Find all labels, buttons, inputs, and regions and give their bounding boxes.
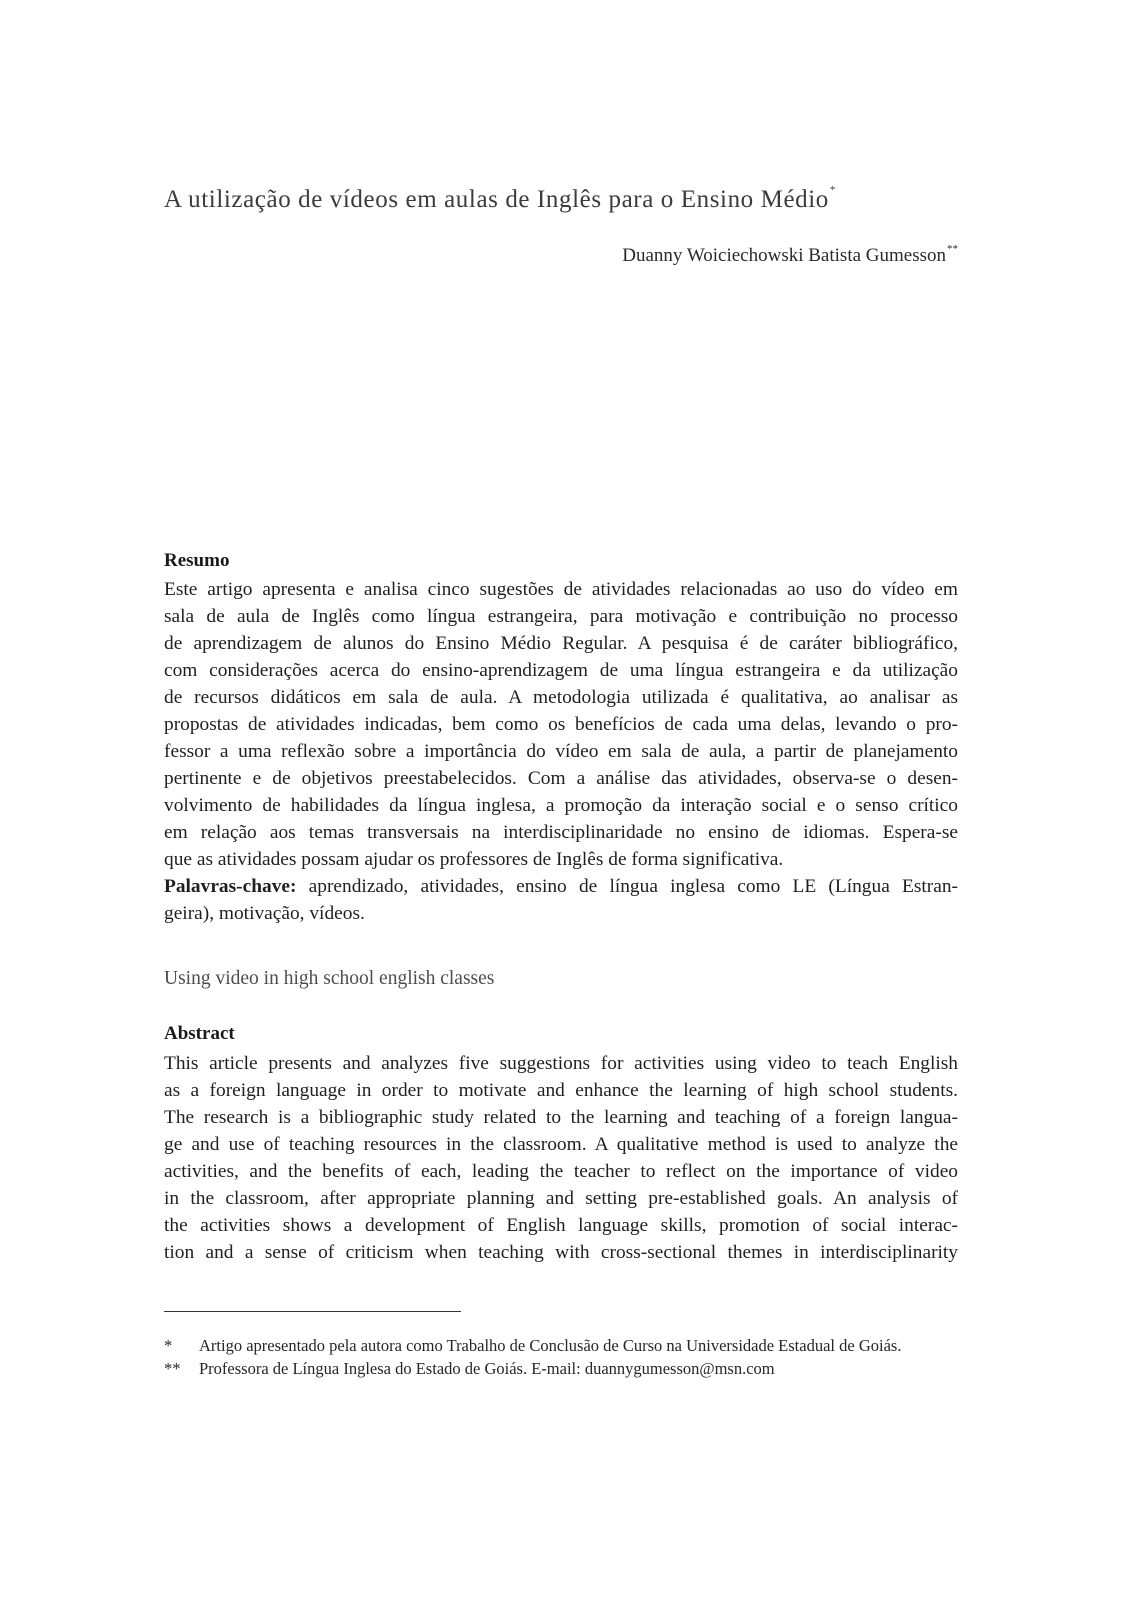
abstract-line: as a foreign language in order to motivate and enhance the learning of high school students. — [164, 1080, 958, 1101]
abstract-heading: Abstract — [164, 1023, 235, 1044]
resumo-line: sala de aula de Inglês como língua estrangeira, para motivação e contribuição no processo — [164, 606, 958, 627]
resumo-line: em relação aos temas transversais na interdisciplinaridade no ensino de idiomas. Espera-se — [164, 822, 958, 843]
resumo-line: fessor a uma reflexão sobre a importância do vídeo em sala de aula, a partir de planejamento — [164, 741, 958, 762]
abstract-line: activities, and the benefits of each, leading the teacher to reflect on the importance of video — [164, 1161, 958, 1182]
footnote-mark: ** — [164, 1359, 181, 1378]
resumo-line: de recursos didáticos em sala de aula. A metodologia utilizada é qualitativa, ao analisar as — [164, 687, 958, 708]
abstract-line: ge and use of teaching resources in the classroom. A qualitative method is used to analyze the — [164, 1134, 958, 1155]
keywords-line-continued: geira), motivação, vídeos. — [164, 903, 365, 924]
resumo-line: com considerações acerca do ensino-aprendizagem de uma língua estrangeira e da utilização — [164, 660, 958, 681]
keywords-text: aprendizado, atividades, ensino de língua inglesa como LE (Língua Estran- — [296, 876, 958, 897]
article-title — [164, 186, 984, 214]
abstract-line: in the classroom, after appropriate planning and setting pre-established goals. An analysis of — [164, 1188, 958, 1209]
resumo-line: de aprendizagem de alunos do Ensino Médio Regular. A pesquisa é de caráter bibliográfico, — [164, 633, 958, 654]
resumo-line: pertinente e de objetivos preestabelecidos. Com a análise das atividades, observa-se o desen- — [164, 768, 958, 789]
abstract-line: This article presents and analyzes five suggestions for activities using video to teach English — [164, 1053, 958, 1074]
article-title-text: A utilização de vídeos em aulas de Inglês para o Ensino Médio — [164, 186, 829, 213]
footnotes — [164, 1334, 958, 1380]
author-name-text: Duanny Woiciechowski Batista Gumesson — [622, 245, 946, 266]
english-title: Using video in high school english classes — [164, 968, 495, 989]
resumo-line: Este artigo apresenta e analisa cinco sugestões de atividades relacionadas ao uso do vídeo em — [164, 579, 958, 600]
footnote-mark: * — [164, 1336, 173, 1355]
author-footnote-mark: ** — [947, 243, 958, 255]
footnote — [164, 1357, 958, 1380]
keywords-label: Palavras-chave: — [164, 876, 297, 897]
title-footnote-mark: * — [829, 184, 837, 196]
footnote-text: Artigo apresentado pela autora como Trabalho de Conclusão de Curso na Universidade Estadual de Goiás. — [199, 1336, 902, 1355]
footnote-divider — [164, 1311, 461, 1312]
resumo-body — [164, 576, 958, 927]
abstract-body — [164, 1050, 958, 1266]
abstract-line: the activities shows a development of English language skills, promotion of social interac- — [164, 1215, 958, 1236]
footnote-text: Professora de Língua Inglesa do Estado de Goiás. E-mail: duannygumesson@msn.com — [199, 1359, 775, 1378]
resumo-line: propostas de atividades indicadas, bem como os benefícios de cada uma delas, levando o pro- — [164, 714, 958, 735]
abstract-line: tion and a sense of criticism when teaching with cross-sectional themes in interdisciplinarity — [164, 1242, 958, 1263]
footnote — [164, 1334, 958, 1357]
resumo-line: que as atividades possam ajudar os professores de Inglês de forma significativa. — [164, 849, 784, 870]
keywords-line — [164, 873, 958, 900]
abstract-line: The research is a bibliographic study related to the learning and teaching of a foreign langua- — [164, 1107, 958, 1128]
resumo-line: volvimento de habilidades da língua inglesa, a promoção da interação social e o senso crítico — [164, 795, 958, 816]
author-name — [622, 245, 958, 267]
resumo-heading: Resumo — [164, 550, 230, 571]
